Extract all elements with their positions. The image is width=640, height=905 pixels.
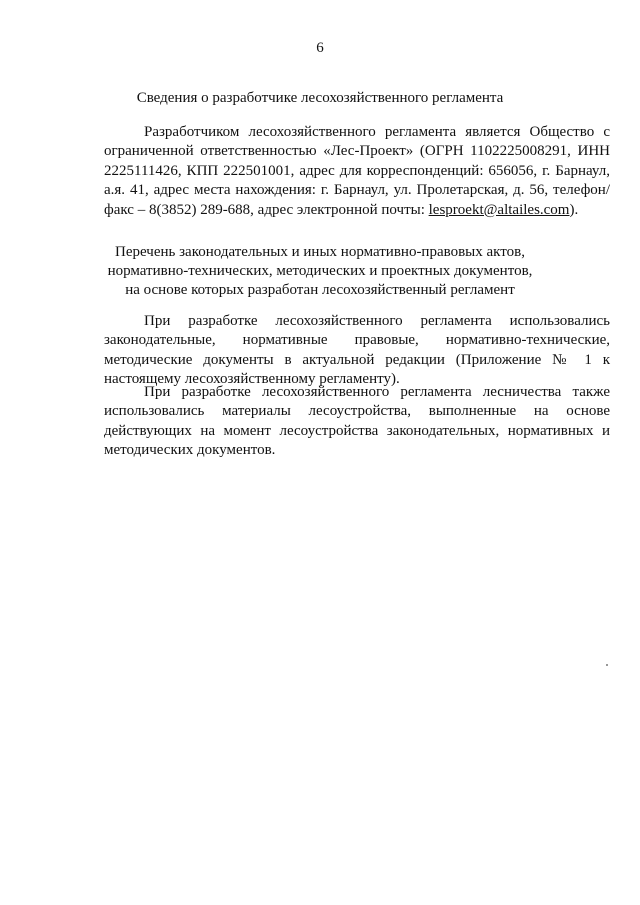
legal-acts-title-line: нормативно-технических, методических и проектных документов, [107,263,533,279]
forest-inventory-paragraph [104,383,610,461]
page-number: 6 [316,40,324,56]
scan-speck [606,664,608,666]
legal-acts-paragraph [104,312,610,390]
developer-info-text: Разработчиком лесохозяйственного регламента является Общество с ограниченной ответственностью «Лес-Проект» (ОГРН 1102225008291, ИНН 2225111426, КПП 222501001, адрес для корреспонденций: 656056, г. Барнаул, а.я. 41, адрес места нахождения: г. Барнаул, ул. Пролетарская, д. 56, телефон/факс – 8(3852) 289-688, адрес электронной почты: [104,124,610,218]
developer-info-title: Сведения о разработчике лесохозяйственного регламента [136,90,504,106]
developer-info-paragraph [104,123,610,220]
developer-email-link[interactable]: lesproekt@altailes.com [428,201,570,218]
legal-acts-title-line: Перечень законодательных и иных нормативно-правовых актов, [115,244,525,260]
developer-info-text-end: ). [569,201,579,218]
forest-inventory-paragraph-text: При разработке лесохозяйственного регламента лесничества также использовались материалы лесоустройства, выполненные на основе действующих на момент лесоустройства законодательных, нормативных и методических документов. [104,384,610,459]
legal-acts-paragraph-text: При разработке лесохозяйственного регламента использовались законодательные, нормативные правовые, нормативно-технические, методические документы в актуальной редакции (Приложение № 1 к настоящему лесохозяйственному регламенту). [104,313,610,388]
legal-acts-title-line: на основе которых разработан лесохозяйственный регламент [125,282,515,298]
legal-acts-title [0,243,640,300]
